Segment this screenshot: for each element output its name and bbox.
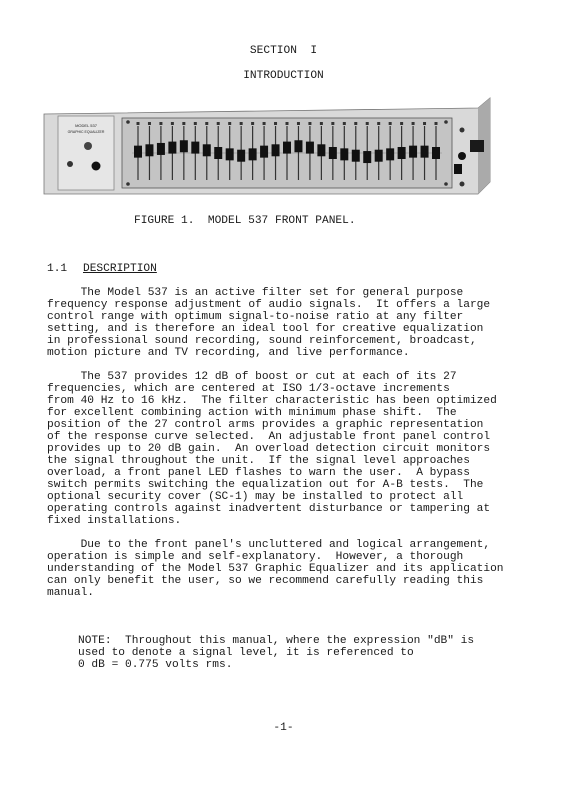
paragraph-line: for excellent combining action with minimum phase shift. The [47,407,457,419]
slider-tick [194,122,197,125]
slider-knob [191,142,199,154]
section-heading: SECTION I [249,45,318,57]
slider-tick [217,122,220,125]
slider-knob [409,146,417,158]
slider-tick [159,122,162,125]
slider-knob [306,142,314,154]
slider-knob [340,148,348,160]
note-line: NOTE: Throughout this manual, where the expression "dB" is [78,635,475,647]
slider-tick [297,122,300,125]
slider-tick [412,122,415,125]
slider-tick [308,122,311,125]
slider-tick [228,122,231,125]
page-title: INTRODUCTION [243,70,324,82]
power-led [458,152,466,160]
paragraph-line: operation is simple and self-explanatory. However, a thorough [47,551,464,563]
paragraph-line: setting, and is therefore an ideal tool for creative equalization [47,323,484,335]
paragraph-line: frequencies, which are centered at ISO 1/3-octave increments [47,383,450,395]
slider-knob [226,148,234,160]
section-number: 1.1 [47,263,68,275]
bypass-switch [92,162,101,171]
screw [126,120,130,124]
slider-knob [398,147,406,159]
slider-knob [180,140,188,152]
slider-tick [320,122,323,125]
gain-knob [84,142,92,150]
slider-tick [274,122,277,125]
slider-tick [171,122,174,125]
slider-tick [354,122,357,125]
paragraph-line: optional security cover (SC-1) may be installed to protect all [47,491,464,503]
slider-tick [435,122,438,125]
paragraph-line: The Model 537 is an active filter set for general purpose [47,287,464,299]
slider-knob [272,144,280,156]
paragraph-line: provides up to 20 dB gain. An overload detection circuit monitors [47,443,491,455]
slider-knob [375,150,383,162]
slider-knob [386,148,394,160]
slider-tick [240,122,243,125]
slider-tick [286,122,289,125]
slider-knob [203,144,211,156]
paragraph-line: can only benefit the user, so we recommend carefully reading this [47,575,484,587]
figure-caption: FIGURE 1. MODEL 537 FRONT PANEL. [134,215,356,227]
paragraph-line: manual. [47,587,94,599]
paragraph-line: fixed installations. [47,515,182,527]
slider-tick [251,122,254,125]
page-number: -1- [273,722,294,734]
paragraph-line: of the response curve selected. An adjustable front panel control [47,431,491,443]
screw [126,182,130,186]
note-line: used to denote a signal level, it is referenced to [78,647,414,659]
slider-tick [377,122,380,125]
paragraph-line: operating controls against inadvertent disturbance or tampering at [47,503,491,515]
slider-tick [148,122,151,125]
paragraph-line: understanding of the Model 537 Graphic Equalizer and its application [47,563,504,575]
slider-tick [400,122,403,125]
power-switch [454,164,462,174]
device-label-model: MODEL 537 [75,123,97,128]
slider-knob [145,144,153,156]
slider-knob [168,142,176,154]
slider-tick [366,122,369,125]
slider-knob [237,150,245,162]
mount-hole [460,182,465,187]
slider-knob [352,150,360,162]
paragraph-line: overload, a front panel LED flashes to warn the user. A bypass [47,467,470,479]
slider-knob [421,146,429,158]
led-indicator [67,161,73,167]
power-switch-large [470,140,484,152]
paragraph-line: switch permits switching the equalization out for A-B tests. The [47,479,484,491]
slider-tick [137,122,140,125]
paragraph-line: the signal throughout the unit. If the signal level approaches [47,455,470,467]
paragraph-line: motion picture and TV recording, and live performance. [47,347,410,359]
slider-knob [283,142,291,154]
screw [444,120,448,124]
slider-tick [331,122,334,125]
section-title: DESCRIPTION [83,263,157,275]
paragraph-line: frequency response adjustment of audio signals. It offers a large [47,299,491,311]
slider-knob [432,147,440,159]
slider-knob [260,146,268,158]
slider-tick [205,122,208,125]
slider-knob [157,143,165,155]
slider-knob [329,147,337,159]
paragraph-line: Due to the front panel's uncluttered and logical arrangement, [47,539,491,551]
slider-knob [249,148,257,160]
slider-knob [214,147,222,159]
slider-knob [363,151,371,163]
slider-tick [389,122,392,125]
device-label-type: GRAPHIC EQUALIZER [67,130,105,134]
paragraph-line: position of the 27 control arms provides a graphic representation [47,419,484,431]
screw [444,182,448,186]
note-line: 0 dB = 0.775 volts rms. [78,659,233,671]
slider-tick [343,122,346,125]
slider-knob [134,146,142,158]
paragraph-line: The 537 provides 12 dB of boost or cut at each of its 27 [47,371,457,383]
slider-knob [317,144,325,156]
slider-tick [423,122,426,125]
paragraph-line: control range with optimum signal-to-noise ratio at any filter [47,311,464,323]
mount-hole [460,128,465,133]
paragraph-line: in professional sound recording, sound reinforcement, broadcast, [47,335,477,347]
slider-tick [263,122,266,125]
front-panel-photo [38,94,493,206]
paragraph-line: from 40 Hz to 16 kHz. The filter characteristic has been optimized [47,395,497,407]
slider-knob [294,140,302,152]
slider-tick [182,122,185,125]
